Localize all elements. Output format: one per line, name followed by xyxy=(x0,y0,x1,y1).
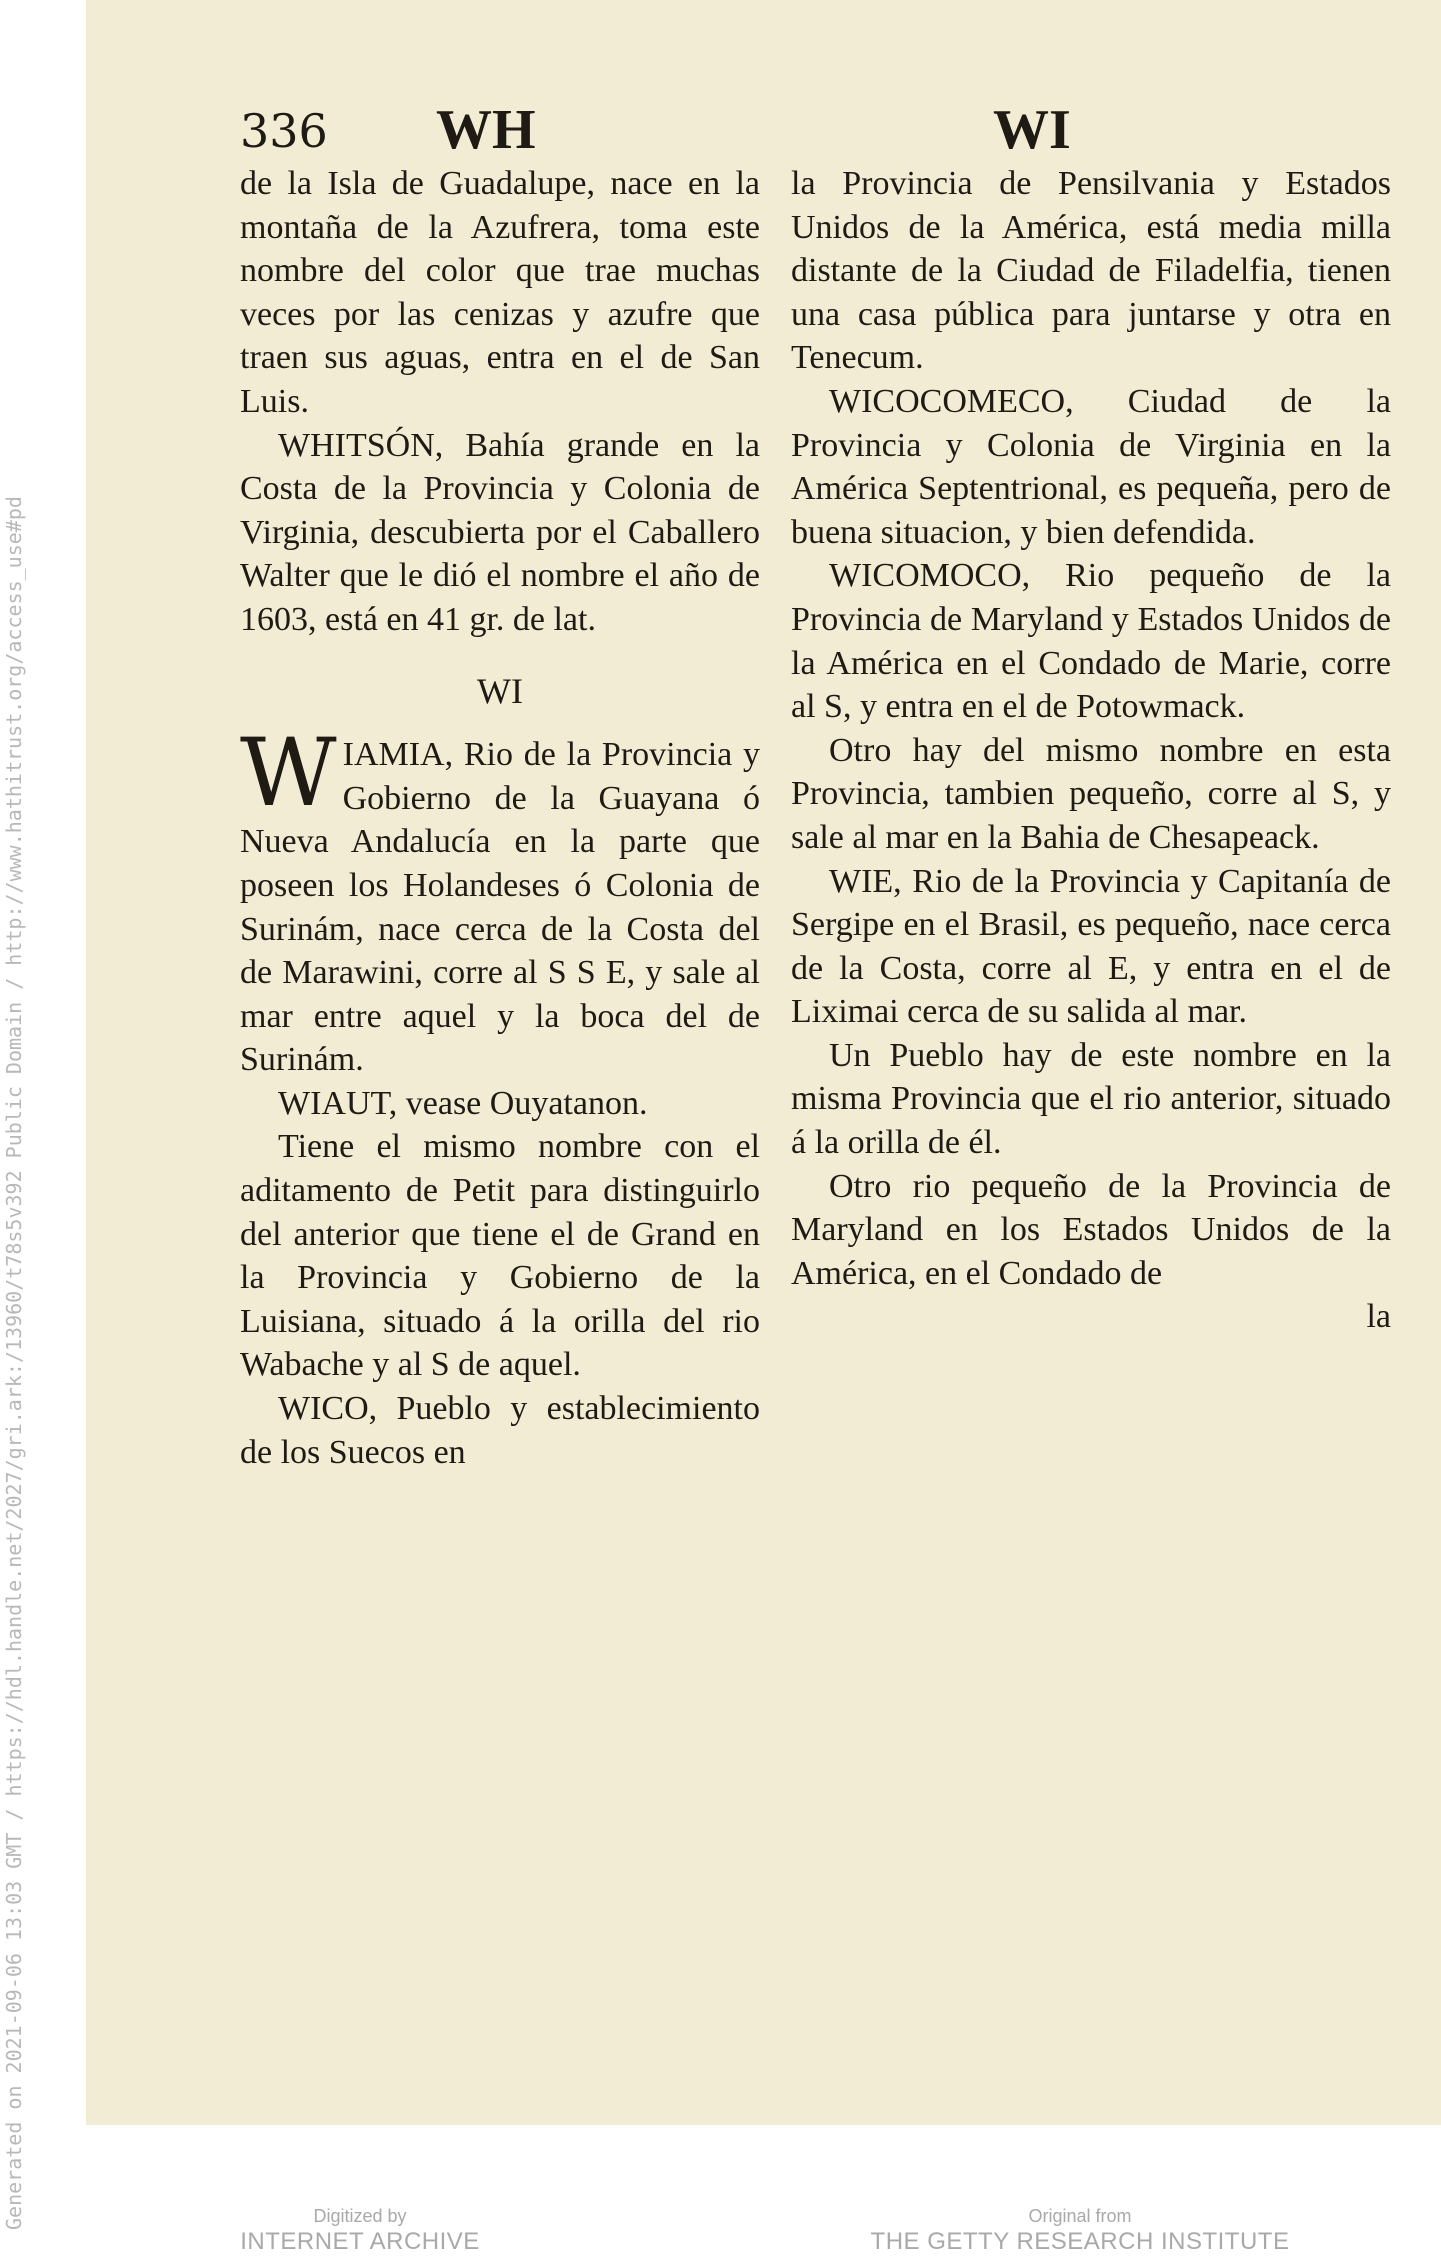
entry-wico: WICO, Pueblo y establecimiento de los Suecos en xyxy=(240,1390,760,1471)
entry-wicocomeco: WICOCOMECO, Ciudad de la Provincia y Colonia de Virginia en la América Septentrional, es pequeña, pero de buena situacion, y bien defendida. xyxy=(791,382,1391,551)
entry-wicomoco: WICOMOCO, Rio pequeño de la Provincia de Maryland y Estados Unidos de la América en el Condado de Marie, corre al S, y entra en el de Potowmack. xyxy=(791,557,1391,726)
entry-wicomoco-other: Otro hay del mismo nombre en esta Provincia, tambien pequeño, corre al S, y sale al mar en la Bahia de Chesapeack. xyxy=(791,731,1391,856)
digitized-by-label: Digitized by xyxy=(313,2206,407,2226)
entry-wiamia xyxy=(240,719,760,1082)
section-heading: WI xyxy=(477,670,523,711)
catchword: la xyxy=(1366,1298,1391,1336)
entry-wie-other-river: Otro rio pequeño de la Provincia de Maryland en los Estados Unidos de la América, en el Condado de xyxy=(791,1167,1391,1292)
digitization-footer xyxy=(0,2205,1441,2255)
entry-wiamia-text: IAMIA, Rio de la Provincia y Gobierno de la Guayana ó Nueva Andalucía en la parte que poseen los Holandeses ó Colonia de Surinám, nace cerca de la Costa del de Marawini, corre al S S E, y sale al mar entre aquel y la boca del de Surinám. xyxy=(240,736,760,1079)
header-left-guide-word: WH xyxy=(436,99,536,161)
running-header xyxy=(86,98,1441,168)
entry-wie: WIE, Rio de la Provincia y Capitanía de Sergipe en el Brasil, es pequeño, nace cerca de la Costa, corre al E, y entra en el de Liximai cerca de su salida al mar. xyxy=(791,862,1391,1031)
drop-cap: W xyxy=(240,719,337,829)
right-column xyxy=(791,162,1391,1339)
entry-whitson: WHITSÓN, Bahía grande en la Costa de la Provincia y Colonia de Virginia, descubierta por el Caballero Walter que le dió el nombre el año de 1603, está en 41 gr. de lat. xyxy=(240,426,760,638)
source-institution: THE GETTY RESEARCH INSTITUTE xyxy=(870,2228,1290,2255)
entry-continuation: de la Isla de Guadalupe, nace en la montaña de la Azufrera, toma este nombre del color que trae muchas veces por las cenizas y azufre que traen sus aguas, entra en el de San Luis. xyxy=(240,165,760,420)
page-number: 336 xyxy=(240,104,328,158)
scanned-page xyxy=(86,0,1441,2125)
left-column xyxy=(240,162,760,1474)
digitized-by-credit xyxy=(230,2205,490,2257)
original-from-label: Original from xyxy=(1028,2206,1132,2226)
entry-wie-pueblo: Un Pueblo hay de este nombre en la misma Provincia que el rio anterior, situado á la orilla de él. xyxy=(791,1036,1391,1162)
digitizer-name: INTERNET ARCHIVE xyxy=(240,2228,480,2255)
header-right-guide-word: WI xyxy=(993,99,1071,161)
entry-wico-continuation: la Provincia de Pensilvania y Estados Unidos de la América, está media milla distante de la Ciudad de Filadelfia, tienen una casa pública para juntarse y otra en Tenecum. xyxy=(791,165,1391,377)
entry-wiaut-petit: Tiene el mismo nombre con el aditamento de Petit para distinguirlo del anterior que tiene el de Grand en la Provincia y Gobierno de la Luisiana, situado á la orilla del rio Wabache y al S de aquel. xyxy=(240,1128,760,1384)
entry-wiaut: WIAUT, vease Ouyatanon. xyxy=(278,1084,648,1122)
hathitrust-margin-stamp: Generated on 2021-09-06 13:03 GMT / https://hdl.handle.net/2027/gri.ark:/13960/t78s5v392 Public Domain / http://www.hathitrust.org/access_use#pd xyxy=(2,496,26,2230)
original-from-credit xyxy=(870,2205,1290,2257)
